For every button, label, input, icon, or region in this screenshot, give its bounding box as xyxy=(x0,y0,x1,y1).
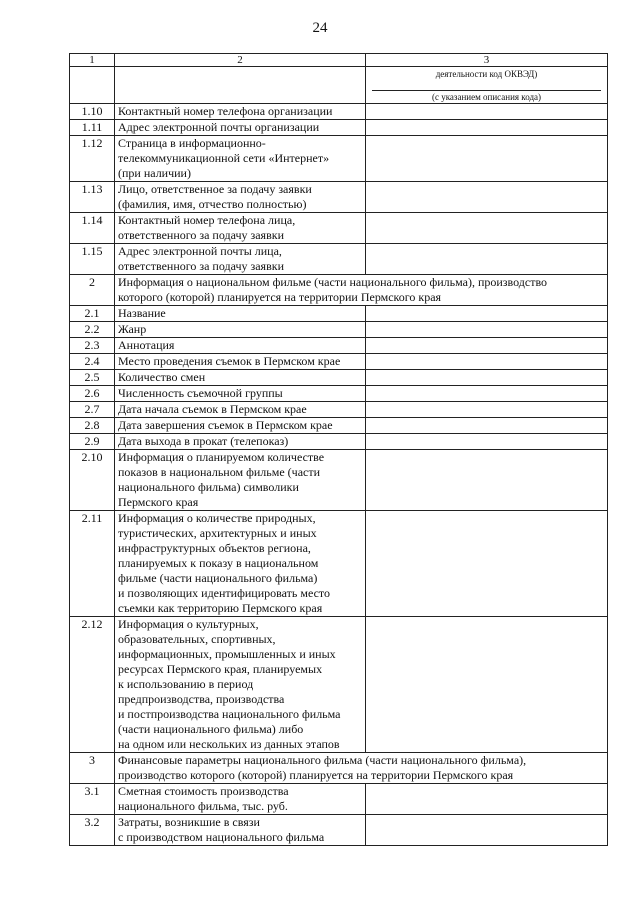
field-value-cell xyxy=(366,617,608,753)
okved-label: деятельности код ОКВЭД) xyxy=(435,69,538,79)
okved-rule xyxy=(372,90,601,91)
field-label: Затраты, возникшие в связи с производством национального фильма xyxy=(115,815,366,846)
table-row xyxy=(70,306,608,322)
row-number: 2.9 xyxy=(70,434,115,450)
row-number: 2.3 xyxy=(70,338,115,354)
field-value-cell xyxy=(366,784,608,815)
section-row xyxy=(70,753,608,784)
table-row xyxy=(70,434,608,450)
field-value-cell xyxy=(366,120,608,136)
field-value-cell xyxy=(366,306,608,322)
row-number: 2.6 xyxy=(70,386,115,402)
table-row xyxy=(70,104,608,120)
column-number-3: 3 xyxy=(366,54,608,67)
field-value-cell xyxy=(366,511,608,617)
okved-name-cell xyxy=(115,67,366,104)
field-value-cell xyxy=(366,450,608,511)
table-row xyxy=(70,370,608,386)
table-row xyxy=(70,418,608,434)
row-number: 1.10 xyxy=(70,104,115,120)
field-value-cell xyxy=(366,104,608,120)
okved-value-cell xyxy=(366,67,608,104)
field-label: Дата завершения съемок в Пермском крае xyxy=(115,418,366,434)
table-row xyxy=(70,354,608,370)
field-label: Место проведения съемок в Пермском крае xyxy=(115,354,366,370)
row-number: 2.5 xyxy=(70,370,115,386)
row-number: 1.12 xyxy=(70,136,115,182)
table-row xyxy=(70,182,608,213)
table-row xyxy=(70,120,608,136)
field-value-cell xyxy=(366,386,608,402)
okved-num-cell xyxy=(70,67,115,104)
field-label: Адрес электронной почты организации xyxy=(115,120,366,136)
row-number: 1.14 xyxy=(70,213,115,244)
row-number: 2.2 xyxy=(70,322,115,338)
row-number: 3.2 xyxy=(70,815,115,846)
field-label: Дата начала съемок в Пермском крае xyxy=(115,402,366,418)
field-value-cell xyxy=(366,136,608,182)
table-row xyxy=(70,136,608,182)
field-value-cell xyxy=(366,815,608,846)
field-label: Название xyxy=(115,306,366,322)
field-label: Количество смен xyxy=(115,370,366,386)
row-number: 2.11 xyxy=(70,511,115,617)
field-label: Жанр xyxy=(115,322,366,338)
table-row xyxy=(70,617,608,753)
row-number: 3 xyxy=(70,753,115,784)
field-value-cell xyxy=(366,213,608,244)
field-label: Страница в информационно- телекоммуникационной сети «Интернет» (при наличии) xyxy=(115,136,366,182)
column-number-1: 1 xyxy=(70,54,115,67)
row-number: 2.10 xyxy=(70,450,115,511)
field-label: Информация о культурных, образовательных, спортивных, информационных, промышленных и иных ресурсах Пермского края, планируемых к использованию в период предпроизводства, производства и постпроизводства национального фильма (части национального фильма) либо на одном или нескольких из данных этапов xyxy=(115,617,366,753)
section-row xyxy=(70,275,608,306)
application-form-table xyxy=(69,53,608,846)
column-number-row xyxy=(70,54,608,67)
field-label: Контактный номер телефона лица, ответственного за подачу заявки xyxy=(115,213,366,244)
field-label: Сметная стоимость производства национального фильма, тыс. руб. xyxy=(115,784,366,815)
field-label: Адрес электронной почты лица, ответственного за подачу заявки xyxy=(115,244,366,275)
field-value-cell xyxy=(366,244,608,275)
field-value-cell xyxy=(366,354,608,370)
field-label: Информация о количестве природных, туристических, архитектурных и иных инфраструктурных объектов региона, планируемых к показу в национальном фильме (части национального фильма) и позволяющих идентифицировать место съемки как территорию Пермского края xyxy=(115,511,366,617)
row-number: 2 xyxy=(70,275,115,306)
table-row xyxy=(70,402,608,418)
column-number-2: 2 xyxy=(115,54,366,67)
table-row xyxy=(70,244,608,275)
page-number: 24 xyxy=(312,20,328,36)
row-number: 1.13 xyxy=(70,182,115,213)
field-value-cell xyxy=(366,338,608,354)
field-label: Информация о планируемом количестве показов в национальном фильме (части национального фильма) символики Пермского края xyxy=(115,450,366,511)
row-number: 1.15 xyxy=(70,244,115,275)
table-row xyxy=(70,815,608,846)
field-value-cell xyxy=(366,322,608,338)
field-label: Численность съемочной группы xyxy=(115,386,366,402)
field-label: Лицо, ответственное за подачу заявки (фамилия, имя, отчество полностью) xyxy=(115,182,366,213)
field-label: Аннотация xyxy=(115,338,366,354)
field-label: Контактный номер телефона организации xyxy=(115,104,366,120)
field-value-cell xyxy=(366,418,608,434)
row-number: 2.1 xyxy=(70,306,115,322)
table-row xyxy=(70,511,608,617)
table-row xyxy=(70,338,608,354)
field-value-cell xyxy=(366,402,608,418)
table-row xyxy=(70,784,608,815)
row-number: 1.11 xyxy=(70,120,115,136)
okved-note: (с указанием описания кода) xyxy=(431,92,542,102)
row-number: 2.4 xyxy=(70,354,115,370)
row-number: 3.1 xyxy=(70,784,115,815)
table-row xyxy=(70,450,608,511)
table-row xyxy=(70,386,608,402)
table-row xyxy=(70,322,608,338)
section-title: Финансовые параметры национального фильма (части национального фильма), производство которого (которой) планируется на территории Пермского края xyxy=(115,753,608,784)
row-number: 2.12 xyxy=(70,617,115,753)
table-row xyxy=(70,213,608,244)
section-title: Информация о национальном фильме (части национального фильма), производство которого (которой) планируется на территории Пермского края xyxy=(115,275,608,306)
field-value-cell xyxy=(366,182,608,213)
okved-continuation-row xyxy=(70,67,608,104)
field-value-cell xyxy=(366,434,608,450)
field-value-cell xyxy=(366,370,608,386)
row-number: 2.7 xyxy=(70,402,115,418)
field-label: Дата выхода в прокат (телепоказ) xyxy=(115,434,366,450)
row-number: 2.8 xyxy=(70,418,115,434)
